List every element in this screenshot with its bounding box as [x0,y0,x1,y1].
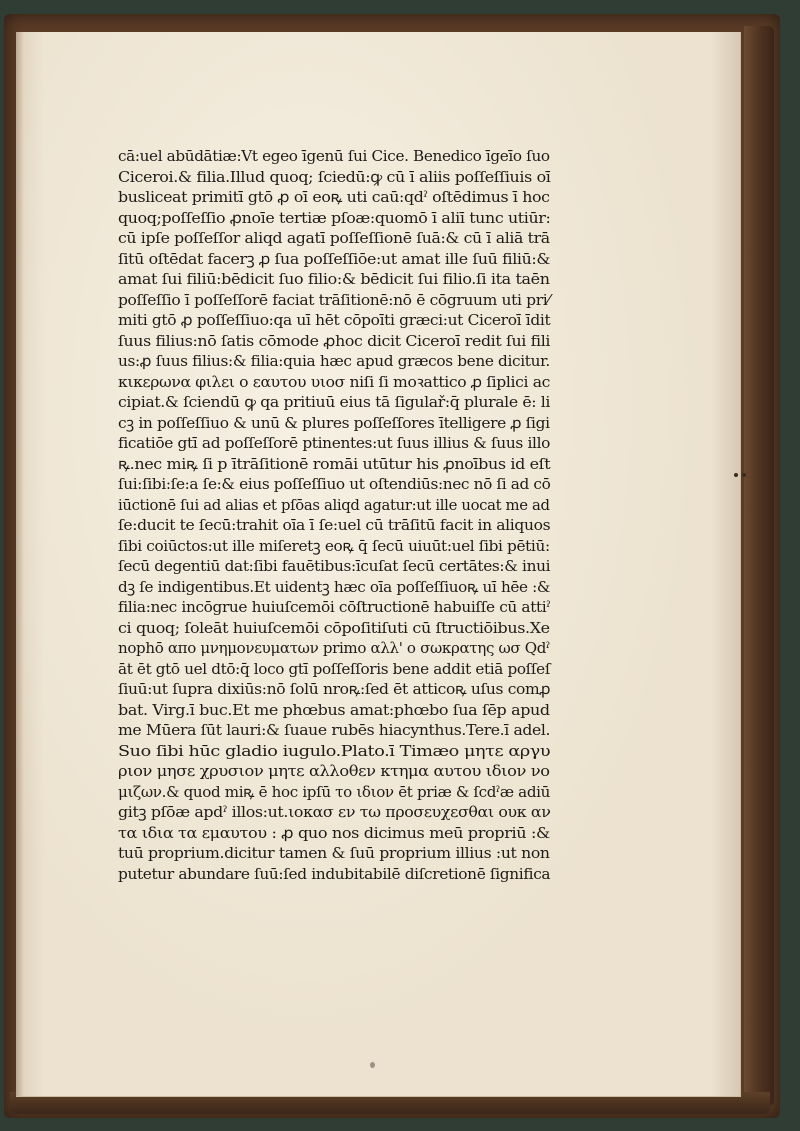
page-gutter-shadow [16,32,24,1096]
text-line: gitꝫ pſōæ apdˀ illos:ut.ιοκασ εν τω προσευχεσθαι ουκ αν [118,803,551,821]
text-line: ci quoq; ſoleāt huiuſcemōi cōpoſitiſuti cū ſtructiōibus.Xe [118,618,550,637]
text-line: ſui:ſibi:ſe:a ſe:& eius poſſeſſiuo ut oſtendiūs:nec nō ſi ad cō [118,475,551,493]
text-line: putetur abundare ſuū:ſed indubitabilē diſcretionē ſignifica [118,864,551,883]
text-line: āt ēt gtō uel dtō:q̄ loco gtī poſſeſſoris bene addit etiā poſſeſ [118,659,551,678]
text-line: me Mūera ſūt lauri:& ſuaue rubēs hiacynthus.Tere.ī adel. [118,721,551,739]
text-line: cā:uel abūdātiæ:Vt egeo īgenū ſui Cice. Benedico īgeīo ſuo [118,147,550,165]
text-line: bat. Virg.ī buc.Et me phœbus amat:phœbo ſua ſēp apud [118,700,550,719]
text-line: ficatiōe gtī ad poſſeſſorē ptinentes:ut ſuus illius & ſuus illo [118,434,551,452]
text-line: τα ιδια τα εμαυτου : ꝓ quo nos dicimus meū propriū :& [118,823,550,842]
text-line: Ciceroi.& filia.Illud quoq; ſciedū:ꝙ cū ī aliis poſſeſſiuis oī [118,167,551,186]
text-line: busliceat primitī gtō ꝓ oī eoꝶ uti caū:qdˀ oſtēdimus ī hoc [118,188,550,206]
text-line: quoq;poſſeſſio ꝓnoīe tertiæ pſoæ:quomō ī aliī tunc utiūr: [118,208,551,227]
binding-edge-right [744,26,774,1106]
text-line: us:ꝓ ſuus filius:& filia:quia hæc apud græcos bene dicitur. [118,352,550,370]
text-line: μιζων.& quod miꝶ ē hoc ipſū το ιδιον ēt priæ & ſcdˀæ adiū [118,782,550,801]
text-line: cꝫ in poſſeſſiuo & unū & plures poſſeſſores ītelligere ꝓ ſigi [118,413,550,432]
text-line: ꝶ.nec miꝶ ſi p ītrāſitionē romāi utūtur his ꝓnoībus id eſt [118,454,551,473]
text-line: filia:nec incōgrue huiuſcemōi cōſtructionē habuiſſe cū attiˀ [118,598,551,616]
text-line: ριον μησε χρυσιον μητε αλλοθεν κτημα αυτου ιδιον νο [118,762,550,780]
text-line: cū ipſe poſſeſſor aliqd agatī poſſeſſionē ſuā:& cū ī aliā trā [118,229,550,247]
text-line: ſiuū:ut ſupra dixiūs:nō ſolū nroꝶ:ſed ēt atticoꝶ uſus comꝓ [118,680,551,698]
text-line: ſitū oſtēdat facerꝫ ꝓ ſua poſſeſſiōe:ut amat ille ſuū filiū:& [118,249,551,268]
page-edge-mark [734,470,750,480]
text-line: cipiat.& ſciendū ꝙ qa pritiuū eius tā ſigulař:q̄ plurale ē: li [118,393,551,411]
text-line: amat ſui filiū:bēdicit ſuo filio:& bēdicit ſui filio.ſi ita taēn [118,270,550,288]
text-line: tuū proprium.dicitur tamen & ſuū proprium illius :ut non [118,844,550,862]
text-line: miti gtō ꝓ poſſeſſiuo:qa uī hēt cōpoīti græci:ut Ciceroī īdit [118,311,551,329]
text-line: nophō απο μνημονευματων primo αλλ' ο σωκρατης ωσ Qdˀ [118,639,550,657]
text-line: ſe:ducit te ſecū:trahit oīa ī ſe:uel cū trāſitū facit in aliquos [118,516,551,534]
text-line: iūctionē ſui ad alias et pſōas aliqd agatur:ut ille uocat me ad [118,495,550,514]
page-stain [370,1062,375,1068]
text-line: dꝫ ſe indigentibus.Et uidentꝫ hæc oīa poſſeſſiuoꝶ uī hēe :& [118,577,551,596]
printed-text-block [118,146,550,884]
text-line: κικερωνα φιλει ο εαυτου υιοσ niſi ſi moꝛattico ꝓ ſiplici ac [118,372,551,391]
text-line: ſecū degentiū dat:ſibi fauētibus:īcuſat ſecū certātes:& inui [118,557,551,575]
text-line: Suo ſibi hūc gladio iugulo.Plato.ī Timæo μητε αργυ [118,741,551,760]
text-line: ſuus filius:nō ſatis cōmode ꝓhoc dicit Ciceroī redit ſui fili [118,331,551,350]
text-line: ſibi coiūctos:ut ille miſeretꝫ eoꝶ q̄ ſecū uiuūt:uel ſibi pētiū: [118,536,550,555]
text-line: poſſeſſio ī poſſeſſorē faciat trāſitionē:nō ē cōgruum uti pri⁄ [118,290,550,309]
